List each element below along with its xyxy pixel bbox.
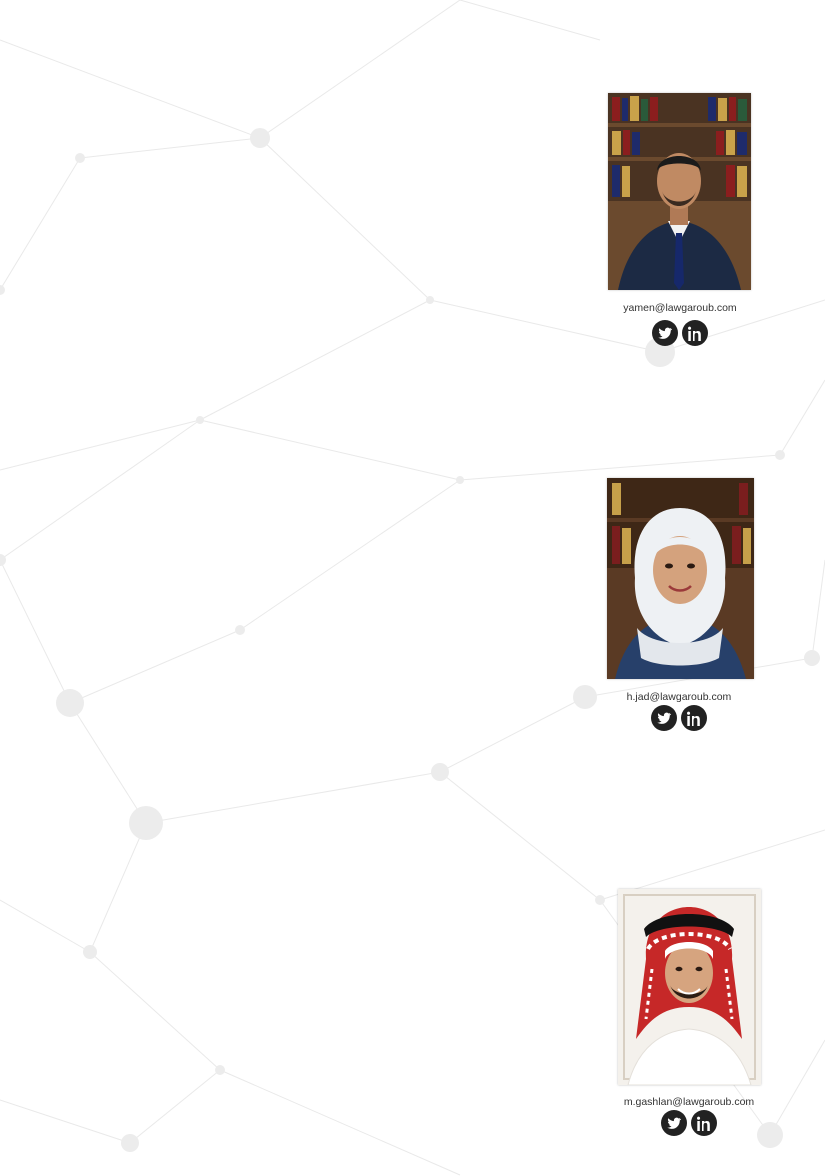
linkedin-icon[interactable] <box>682 320 708 346</box>
linkedin-icon[interactable] <box>681 705 707 731</box>
social-links <box>651 705 707 731</box>
profile-photo <box>607 478 754 679</box>
twitter-icon[interactable] <box>651 705 677 731</box>
social-links <box>652 320 708 346</box>
profile-email[interactable]: m.gashlan@lawgaroub.com <box>623 1096 755 1108</box>
twitter-icon[interactable] <box>661 1110 687 1136</box>
linkedin-icon[interactable] <box>691 1110 717 1136</box>
profile-email[interactable]: yamen@lawgaroub.com <box>623 302 737 314</box>
profile-photo <box>608 93 751 290</box>
profile-photo <box>618 889 761 1085</box>
social-links <box>661 1110 717 1136</box>
twitter-icon[interactable] <box>652 320 678 346</box>
profile-email[interactable]: h.jad@lawgaroub.com <box>626 691 732 703</box>
